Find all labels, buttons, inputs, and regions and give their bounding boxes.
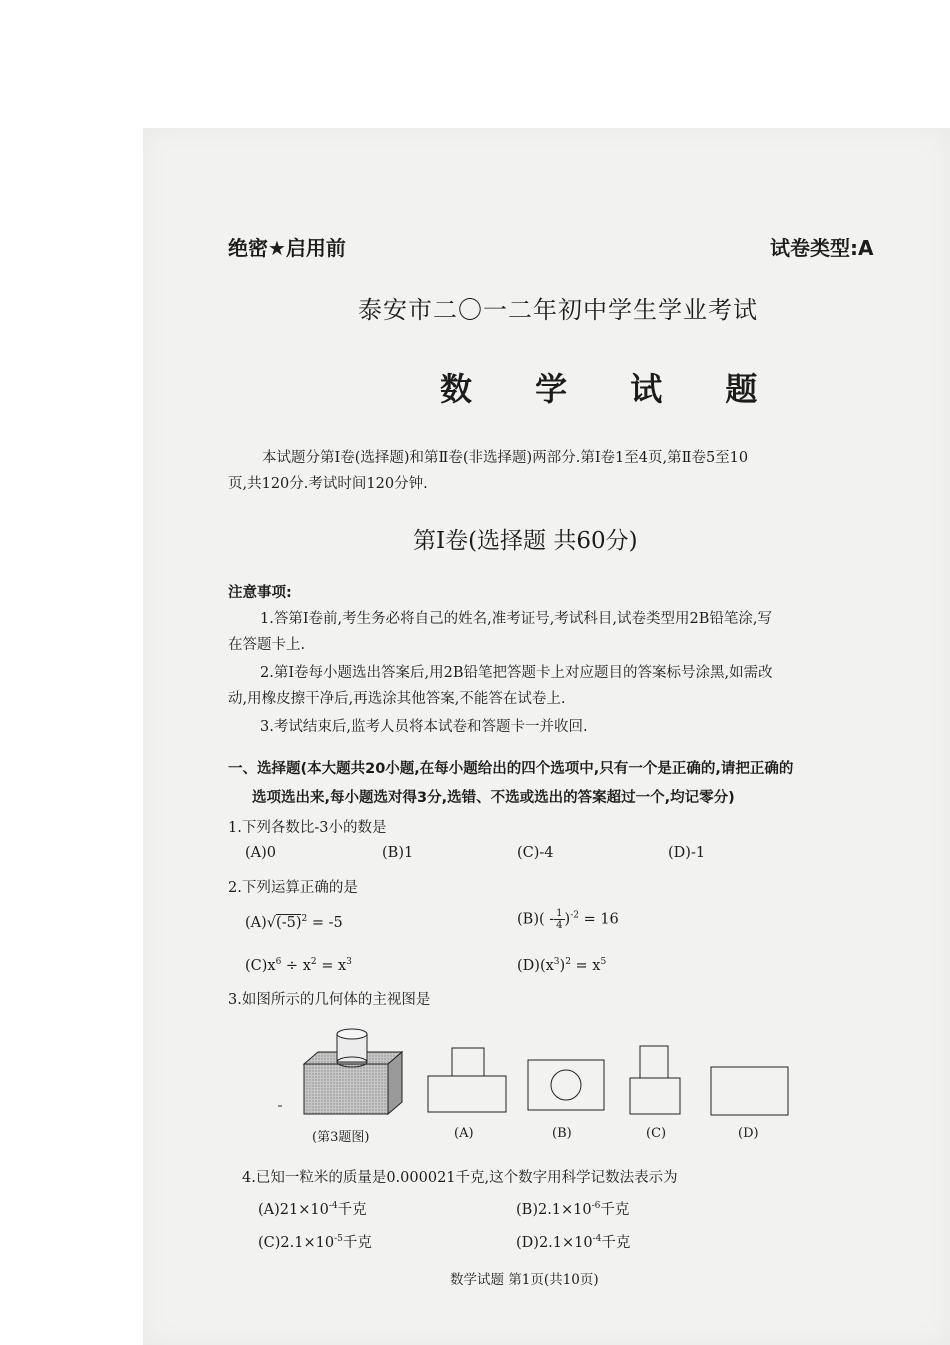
q4-stem: 4.已知一粒米的质量是0.000021千克,这个数字用科学记数法表示为: [242, 1170, 678, 1186]
page-footer: 数学试题 第1页(共10页): [450, 1272, 599, 1288]
option-b-figure: [528, 1060, 604, 1110]
note-line-3: 2.第Ⅰ卷每小题选出答案后,用2B铅笔把答题卡上对应题目的答案标号涂黑,如需改: [260, 665, 773, 681]
q2-option-c: $(C)x^6 \div x^2 = x^3$: [245, 957, 352, 974]
paper-type-label: 试卷类型:A: [770, 236, 874, 260]
note-line-1: 1.答第Ⅰ卷前,考生务必将自己的姓名,准考证号,考试科目,试卷类型用2B铅笔涂,写: [260, 611, 772, 627]
figure-caption-c: (C): [646, 1126, 667, 1141]
q1-option-a: (A)0: [245, 845, 277, 861]
section-title: 第Ⅰ卷(选择题 共60分): [413, 528, 638, 554]
q3-stem: 3.如图所示的几何体的主视图是: [228, 992, 431, 1008]
q1-option-d: (D)-1: [668, 845, 706, 861]
figure-caption-b: (B): [552, 1126, 572, 1141]
q4-option-b: $(B)2.1\times 10^{-6}$千克: [516, 1201, 630, 1218]
q2-option-b: (B)( - $\frac{1}{4}$ )$^{-2}$ = 16: [517, 908, 619, 931]
note-line-4: 动,用橡皮擦干净后,再选涂其他答案,不能答在试卷上.: [228, 691, 566, 707]
intro-line-2: 页,共120分.考试时间120分钟.: [228, 476, 428, 492]
q1-option-b: (B)1: [382, 845, 414, 861]
notes-heading: 注意事项:: [228, 585, 292, 601]
option-c-figure: [630, 1046, 680, 1114]
note-line-5: 3.考试结束后,监考人员将本试卷和答题卡一并收回.: [260, 719, 588, 735]
part1-instruction-1: 一、选择题(本大题共20小题,在每小题给出的四个选项中,只有一个是正确的,请把正确的: [228, 761, 794, 777]
q2-option-d: $(D)(x^3)^2 = x^5$: [517, 957, 607, 974]
figure-caption-main: (第3题图): [312, 1130, 370, 1145]
figure-caption-a: (A): [454, 1126, 474, 1141]
exam-title: 数 学 试 题: [440, 370, 784, 408]
q4-option-a: $(A)21\times 10^{-4}$千克: [258, 1201, 367, 1218]
option-a-figure: [428, 1048, 506, 1112]
figure-caption-d: (D): [738, 1126, 759, 1141]
option-d-figure: [711, 1067, 788, 1115]
confidential-label: 绝密★启用前: [228, 236, 346, 260]
q4-option-c: $(C)2.1\times 10^{-5}$千克: [258, 1234, 372, 1251]
q1-option-c: (C)-4: [517, 845, 554, 861]
exam-subtitle: 泰安市二〇一二年初中学生学业考试: [358, 296, 758, 324]
q2-stem: 2.下列运算正确的是: [228, 880, 358, 896]
solid-figure: [278, 1029, 402, 1114]
note-line-2: 在答题卡上.: [228, 637, 306, 653]
q3-figures: [270, 1022, 810, 1122]
q2-option-a: $(A)√(-5)^2 = -5$: [245, 914, 343, 931]
intro-line-1: 本试题分第Ⅰ卷(选择题)和第Ⅱ卷(非选择题)两部分.第Ⅰ卷1至4页,第Ⅱ卷5至10: [262, 450, 749, 466]
q1-stem: 1.下列各数比-3小的数是: [228, 820, 387, 836]
part1-instruction-2: 选项选出来,每小题选对得3分,选错、不选或选出的答案超过一个,均记零分): [252, 790, 735, 806]
q4-option-d: $(D)2.1\times 10^{-4}$千克: [516, 1234, 631, 1251]
